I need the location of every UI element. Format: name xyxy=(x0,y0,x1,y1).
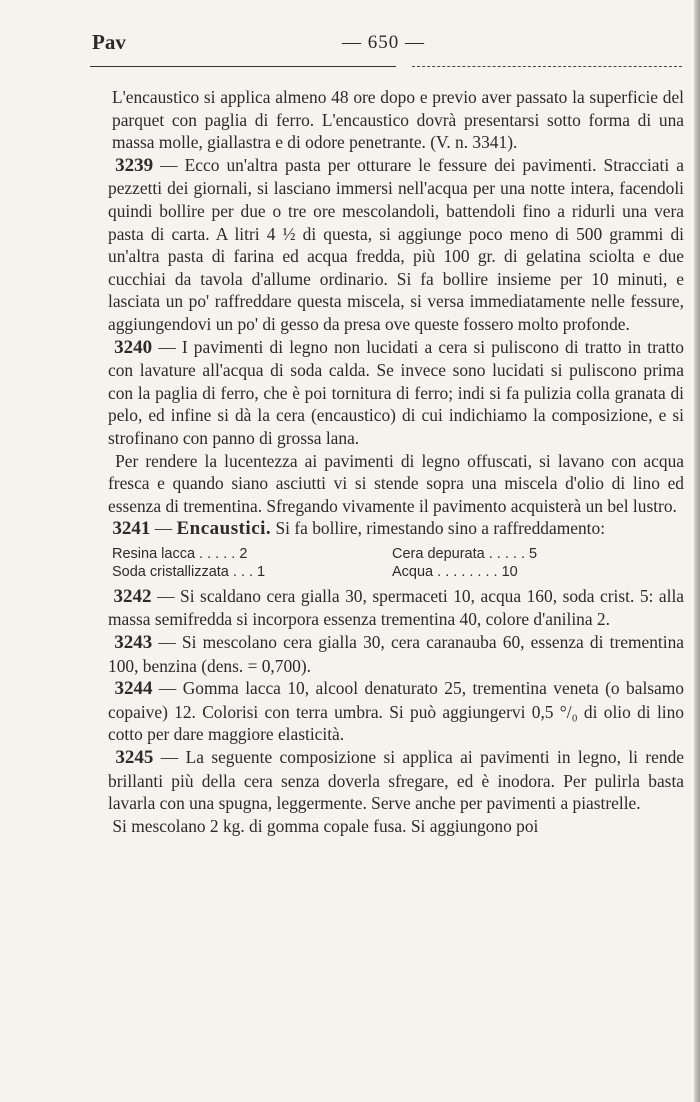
entry-number: 3244 xyxy=(114,678,153,700)
paragraph-3241: 3241 — Encaustici. Si fa bollire, rimestando sino a raffreddamento: xyxy=(112,518,606,540)
paragraph-text: Si fa bollire, rimestando sino a raffreddamento: xyxy=(271,518,606,539)
paragraph-text: L'encaustico si applica almeno 48 ore dopo e previo aver passato la superficie del parquet con paglia di ferro. L'encaustico dovrà presentarsi sotto forma di una massa molle, giallastra e di odore penetrante. (V. n. 3341). xyxy=(112,87,684,153)
entry-number: 3240 xyxy=(114,336,153,358)
entry-number: 3242 xyxy=(113,585,152,607)
section-title: Encaustici. xyxy=(176,518,272,540)
paragraph xyxy=(108,815,684,838)
header-rule-right xyxy=(412,66,682,67)
entry-number: 3245 xyxy=(115,747,154,769)
paragraph-3244 xyxy=(108,677,684,746)
entry-number: 3243 xyxy=(114,632,153,654)
header-rule-left xyxy=(90,66,396,67)
table-cell: Resina lacca . . . . . 2 xyxy=(112,545,248,562)
table-cell: Soda cristallizzata . . . 1 xyxy=(112,563,266,580)
paragraph-text: Si mescolano 2 kg. di gomma copale fusa. Si aggiungono poi xyxy=(112,815,539,836)
page-number: — 650 — xyxy=(342,32,425,53)
page-body xyxy=(108,86,684,837)
page-edge xyxy=(694,0,700,1102)
paragraph-3243 xyxy=(108,631,684,677)
paragraph-text: Per rendere la lucentezza ai pavimenti di legno offuscati, si lavano con acqua fresca e quando siano asciutti vi si stende sopra una miscela d'olio di lino ed essenza di trementina. Sfregando vivamente il pavimento acquisterà un bel lustro. xyxy=(108,450,684,516)
paragraph-3245 xyxy=(108,746,684,815)
paragraph xyxy=(112,86,684,154)
table-cell: Cera depurata . . . . . 5 xyxy=(392,545,538,562)
table-cell: Acqua . . . . . . . . 10 xyxy=(392,563,518,580)
running-word: Pav xyxy=(92,30,126,54)
paragraph-text: — Gomma lacca 10, alcool denaturato 25, trementina veneta (o balsamo copaive) 12. Colorisi con terra umbra. Si può aggiungervi 0,5 °/₀ di olio di lino cotto per dare maggiore elasticità. xyxy=(108,678,684,745)
paragraph-3240 xyxy=(108,336,684,450)
entry-number: 3239 xyxy=(115,154,154,176)
entry-number: 3241 xyxy=(112,518,151,540)
paragraph-3239 xyxy=(108,154,684,336)
paragraph-text: — La seguente composizione si applica ai pavimenti in legno, li rende brillanti più della cera senza doverla sfregare, ed è inodora. Per pulirla basta lavarla con una spugna, leggermente. Serve anche per pavimenti a piastrelle. xyxy=(108,747,684,814)
paragraph-text: — Si mescolano cera gialla 30, cera caranauba 60, essenza di trementina 100, benzina (dens. = 0,700). xyxy=(108,632,684,676)
paragraph-3242 xyxy=(108,585,684,631)
paragraph-text: — I pavimenti di legno non lucidati a cera si puliscono di tratto in tratto con lavature all'acqua di soda calda. Se invece sono lucidati si puliscono prima con la paglia di ferro, che è poi tornitura di ferro; indi si fa pulizia colla granata di pelo, ed infine si dà la cera (encaustico) di cui indichiamo la composizione, e si strofinano con panno di grossa lana. xyxy=(108,336,684,448)
paragraph-text: — Ecco un'altra pasta per otturare le fessure dei pavimenti. Stracciati a pezzetti dei giornali, si lasciano immersi nell'acqua per una notte intera, facendoli quindi bollire per due o tre ore mescolandoli, battendoli fino a ridurli una vera pasta di carta. A litri 4 ½ di questa, si aggiunge poco meno di 500 grammi di un'altra pasta di farina ed acqua fredda, più 100 gr. di gelatina sciolta e due cucchiai da tavola d'allume ordinario. Si fa bollire insieme per 10 minuti, e lasciata un po' raffreddare questa miscela, si versa immediatamente nelle fessure, aggiungendovi un po' di gesso da presa ove queste fossero molto profonde. xyxy=(108,154,684,334)
paragraph xyxy=(108,450,684,518)
running-header xyxy=(92,30,682,60)
paragraph-text: — Si scaldano cera gialla 30, spermaceti 10, acqua 160, soda crist. 5: alla massa semifredda si incorpora essenza trementina 40, colore d'anilina 2. xyxy=(108,585,684,630)
recipe-table xyxy=(112,545,684,581)
